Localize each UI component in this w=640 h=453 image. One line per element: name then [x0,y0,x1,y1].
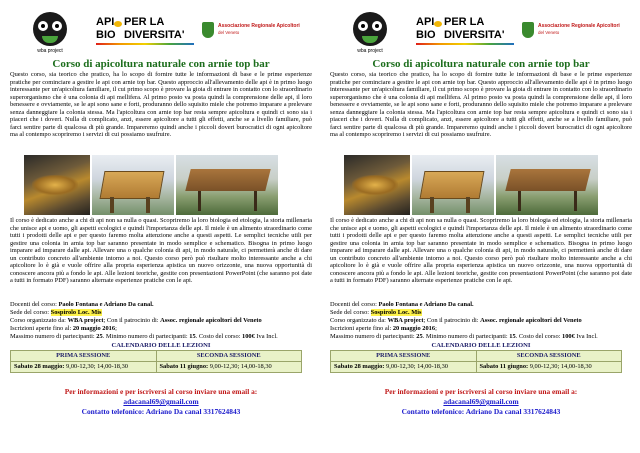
venue-line [330,309,632,317]
phone-label: Contatto telefonico: [401,407,465,416]
second-session-header: SECONDA SESSIONE [156,351,302,362]
wba-owl-icon [33,12,67,46]
apibio-logo [96,16,194,46]
rainbow-bar [96,43,194,45]
course-info [10,301,312,341]
max-value: 25 [96,333,103,340]
venue-label: Sede del corso: [330,309,370,316]
calendar-title: CALENDARIO DELLE LEZIONI [431,342,531,349]
assoc-logo [202,22,320,42]
deadline-label: Iscrizioni aperte fino al: [10,325,72,332]
organizer-value: WBA project [67,317,104,324]
participants-line [10,333,312,341]
participants-line [330,333,632,341]
apibio-word-perla: PER LA [444,16,485,28]
min-value: 15 [509,333,516,340]
organizer-line [10,317,312,325]
course-paragraph: Il corso è dedicato anche a chi di api non sa nulla o quasi. Scopriremo la loro biologia ed etologia, la storia millenaria che unisce api e uomo, gli aspetti ecologici e quindi l'importanza delle api. Il miele è un alimento straordinario come tutti i prodotti delle api e per questo faremo molta attenzione anche a questi aspetti. Le semplici tecniche utili per gestire una colonia in arnia top bar saranno presentate in modo semplice e schematico. Bisogna in primo luogo imparare ad imparare dalle api. Allevare una o qualche colonia di api, in modo naturale, ci permetterà anche di dare un contributo concreto all'ambiente intorno a noi. Questo corso però può risultare molto interessante anche a chi apicoltore lo è già e vuole offrire alla propria esperienza apistica un nuovo orizzonte, una nuova opportunità di conoscere ancora più a fondo le api. Alle lezioni teoriche, gestite con presentazioni PowerPoint (che saranno poi date a tutti in formato PDF) saranno alternate esperienze pratiche con le api. [330,217,632,284]
first-session-cell [11,362,157,373]
first-session-date: Sabato 28 maggio: [334,363,385,370]
first-session-header: PRIMA SESSIONE [11,351,157,362]
page-title: Corso di apicoltura naturale con arnie top bar [52,58,270,70]
second-session-cell [156,362,302,373]
calendar-header-row [11,351,302,362]
min-value: 15 [189,333,196,340]
calendar-table [10,350,302,373]
page-title: Corso di apicoltura naturale con arnie top bar [372,58,590,70]
phone-value: Adriano Da canal 3317624843 [464,407,561,416]
second-session-cell [476,362,622,373]
assoc-logo [522,22,640,42]
organizer-line [330,317,632,325]
photo-strip [330,155,632,215]
contact-info-line: Per informazioni e per iscriversi al corso inviare una email a: [384,387,578,396]
contact-block [10,387,312,417]
max-value: 25 [416,333,423,340]
calendar-title: CALENDARIO DELLE LEZIONI [111,342,211,349]
second-session-date: Sabato 11 giugno: [159,363,209,370]
venue-line [10,309,312,317]
apibio-word-bio: BIO [96,29,116,41]
venue-label: Sede del corso: [10,309,50,316]
organizer-value: WBA project [387,317,424,324]
header [330,4,632,58]
deadline-label: Iscrizioni aperte fino al: [330,325,392,332]
organizer-label: Corso organizzato da: [330,317,386,324]
bee-comb-photo [24,155,90,215]
max-label: Massimo numero di partecipanti: [10,333,95,340]
contact-email-link[interactable]: adacanal69@gmail.com [443,397,519,406]
patronage-label: ; Con il patrocinio di: [423,317,479,324]
top-bar-hive-photo [92,155,174,215]
deadline-value: 20 maggio 2016 [72,325,116,332]
venue-value: Sospirolo Loc. Mis [370,309,422,316]
apibio-word-api: API [416,16,435,28]
rainbow-bar [416,43,514,45]
second-session-date: Sabato 11 giugno: [479,363,529,370]
contact-block [330,387,632,417]
apibio-word-diversita: DIVERSITA' [124,29,185,41]
bee-icon [434,21,442,27]
teachers-line [330,301,632,309]
cost-label: . Costo del corso: [195,333,241,340]
first-session-header: PRIMA SESSIONE [331,351,477,362]
second-session-hours: 9,00-12,30; 14,00-18,30 [208,363,272,370]
contact-phone-line [330,407,632,417]
first-session-hours: 9,00-12,30; 14,00-18,30 [384,363,448,370]
deadline-line: Iscrizioni aperte fino al: 20 maggio 2016; [330,325,437,332]
apibio-logo [416,16,514,46]
teachers-label: Docenti del corso: [330,301,377,308]
patronage-value: Assoc. regionale apicoltori del Veneto [480,317,582,324]
apibio-word-perla: PER LA [124,16,165,28]
teachers-label: Docenti del corso: [10,301,57,308]
wba-logo [30,12,70,54]
first-session-date: Sabato 28 maggio: [14,363,65,370]
apibio-word-bio: BIO [416,29,436,41]
cost-suffix: Iva Incl. [254,333,278,340]
intro-paragraph: Questo corso, sia teorico che pratico, ha lo scopo di fornire tutte le informazioni di base e le prime esperienze pratiche per cominciare a gestire le api con arnie top bar. Questo approccio all'allevamento delle api è in primo luogo interessante per un'apicoltura familiare, il cui primo scopo è provare la gioia di entrare in contatto con lo straordinario superorganismo che è una colonia di api mellifera. Al primo posto va posta quindi la comprensione delle api, il loro benessere e ovviamente, se le api sono sane e forti, produranno dello squisito miele che potremo imparare a prelevare senza danneggiare la colonia stessa. Ma l'apicoltura con arnie top bar resta sempre apicoltura e quindi ci sono sia i piaceri che i doveri. Nulla di complicato, anzi, essere apicoltore a tutti gli effetti, anche se a livello familiare, può farci sentire parte di qualcosa di più grande. Impareremo quindi anche i piccoli doveri burocratici di ogni apicoltore ma al contempo scopriremo i servizi di cui possiamo usufruire. [330,71,632,138]
course-paragraph: Il corso è dedicato anche a chi di api non sa nulla o quasi. Scopriremo la loro biologia ed etologia, la storia millenaria che unisce api e uomo, gli aspetti ecologici e quindi l'importanza delle api. Il miele è un alimento straordinario come tutti i prodotti delle api e per questo faremo molta attenzione anche a questi aspetti. Le semplici tecniche utili per gestire una colonia in arnia top bar saranno presentate in modo semplice e schematico. Bisogna in primo luogo imparare ad imparare dalle api. Allevare una o qualche colonia di api, in modo naturale, ci permetterà anche di dare un contributo concreto all'ambiente intorno a noi. Questo corso però può risultare molto interessante anche a chi apicoltore lo è già e vuole offrire alla propria esperienza apistica un nuovo orizzonte, una nuova opportunità di conoscere ancora più a fondo le api. Alle lezioni teoriche, gestite con presentazioni PowerPoint (che saranno poi date a tutti in formato PDF) saranno alternate esperienze pratiche con le api. [10,217,312,284]
venue-value: Sospirolo Loc. Mis [50,309,102,316]
wba-owl-icon [353,12,387,46]
deadline-value: 20 maggio 2016 [392,325,436,332]
intro-paragraph: Questo corso, sia teorico che pratico, ha lo scopo di fornire tutte le informazioni di base e le prime esperienze pratiche per cominciare a gestire le api con arnie top bar. Questo approccio all'allevamento delle api è in primo luogo interessante per un'apicoltura familiare, il cui primo scopo è provare la gioia di entrare in contatto con lo straordinario superorganismo che è una colonia di api mellifera. Al primo posto va posta quindi la comprensione delle api, il loro benessere e ovviamente, se le api sono sane e forti, produranno dello squisito miele che potremo imparare a prelevare senza danneggiare la colonia stessa. Ma l'apicoltura con arnie top bar resta sempre apicoltura e quindi ci sono sia i piaceri che i doveri. Nulla di complicato, anzi, essere apicoltore a tutti gli effetti, anche se a livello familiare, può farci sentire parte di qualcosa di più grande. Impareremo quindi anche i piccoli doveri burocratici di ogni apicoltore ma al contempo scopriremo i servizi di cui possiamo usufruire. [10,71,312,138]
hive-in-field-photo [176,155,278,215]
phone-value: Adriano Da canal 3317624843 [144,407,241,416]
teachers-line [10,301,312,309]
phone-label: Contatto telefonico: [81,407,145,416]
min-label: . Minimo numero di partecipanti: [422,333,508,340]
teachers-value: Paolo Fontana e Adriano Da canal. [378,301,474,308]
wba-logo [350,12,390,54]
assoc-name: Associazione Regionale Apicoltori [218,23,300,29]
flyer-right [320,0,640,453]
cost-value: 100€ [562,333,575,340]
wba-caption: wba project [37,48,63,54]
first-session-hours: 9,00-12,30; 14,00-18,30 [64,363,128,370]
max-label: Massimo numero di partecipanti: [330,333,415,340]
bee-icon [114,21,122,27]
bee-comb-photo [344,155,410,215]
calendar-dates-row [331,362,622,373]
wba-caption: wba project [357,48,383,54]
top-bar-hive-photo [412,155,494,215]
assoc-region: del Veneto [218,30,240,35]
veneto-shield-icon [522,22,534,38]
second-session-header: SECONDA SESSIONE [476,351,622,362]
calendar-header-row [331,351,622,362]
cost-value: 100€ [242,333,255,340]
apibio-word-diversita: DIVERSITA' [444,29,505,41]
photo-strip [10,155,312,215]
organizer-label: Corso organizzato da: [10,317,66,324]
calendar-table [330,350,622,373]
header [10,4,312,58]
teachers-value: Paolo Fontana e Adriano Da canal. [58,301,154,308]
min-label: . Minimo numero di partecipanti: [102,333,188,340]
course-info [330,301,632,341]
cost-suffix: Iva Incl. [574,333,598,340]
veneto-shield-icon [202,22,214,38]
apibio-word-api: API [96,16,115,28]
patronage-value: Assoc. regionale apicoltori del Veneto [160,317,262,324]
first-session-cell [331,362,477,373]
patronage-label: ; Con il patrocinio di: [103,317,159,324]
hive-in-field-photo [496,155,598,215]
contact-info-line: Per informazioni e per iscriversi al corso inviare una email a: [64,387,258,396]
cost-label: . Costo del corso: [515,333,561,340]
calendar-dates-row [11,362,302,373]
contact-phone-line [10,407,312,417]
contact-email-link[interactable]: adacanal69@gmail.com [123,397,199,406]
assoc-region: del Veneto [538,30,560,35]
deadline-line: Iscrizioni aperte fino al: 20 maggio 2016; [10,325,117,332]
second-session-hours: 9,00-12,30; 14,00-18,30 [528,363,592,370]
assoc-name: Associazione Regionale Apicoltori [538,23,620,29]
